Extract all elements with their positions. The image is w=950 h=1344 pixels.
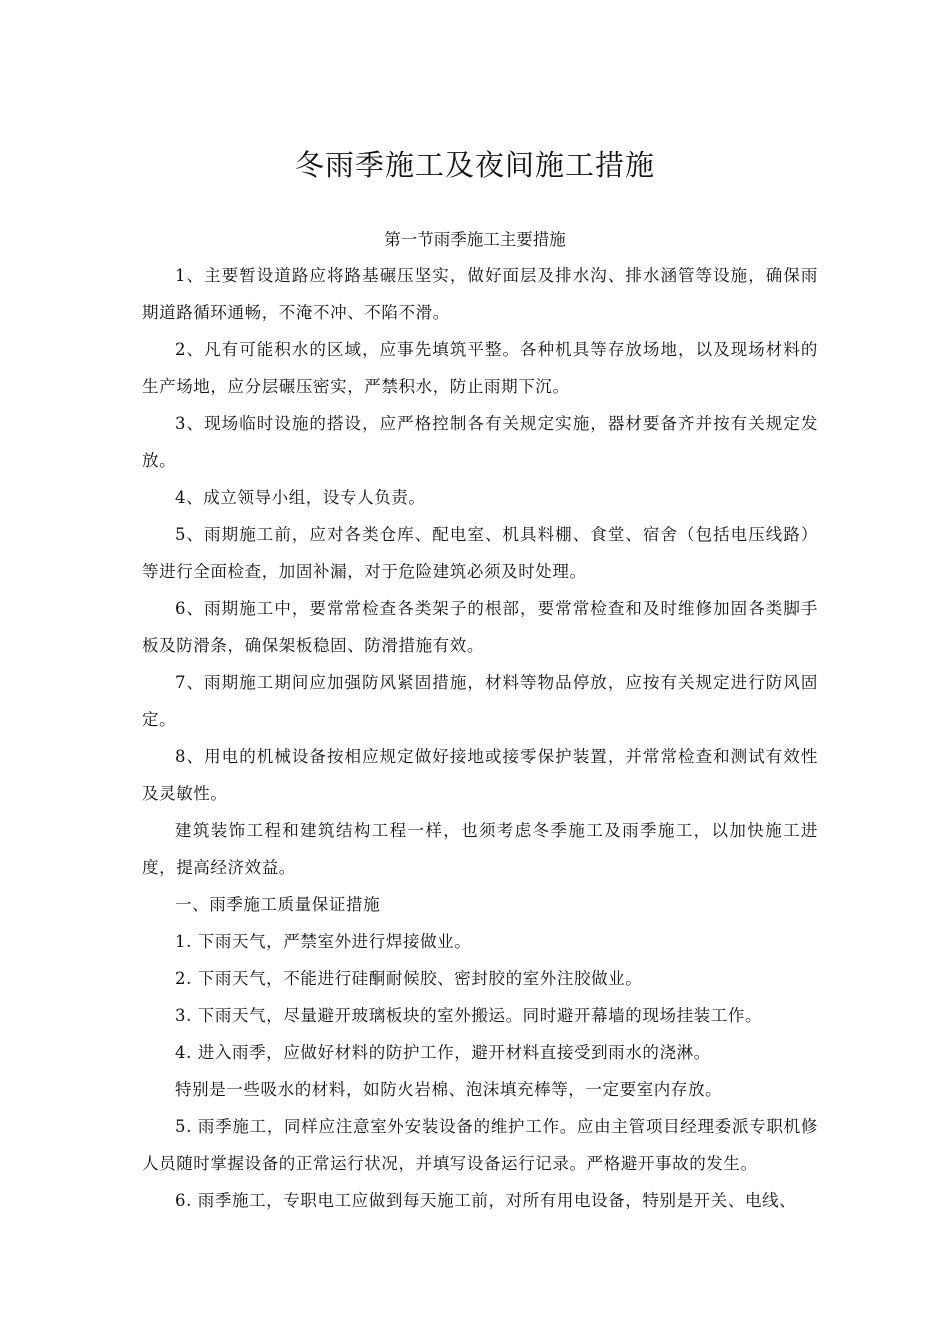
- paragraph: 5、雨期施工前，应对各类仓库、配电室、机具料棚、食堂、宿舍（包括电压线路）等进行全面检查，加固补漏，对于危险建筑必须及时处理。: [142, 525, 818, 581]
- subsection-heading: 一、雨季施工质量保证措施: [175, 895, 381, 914]
- paragraph: 1、主要暂设道路应将路基碾压坚实，做好面层及排水沟、排水涵管等设施，确保雨期道路循环通畅，不淹不冲、不陷不滑。: [142, 266, 818, 322]
- paragraph: 8、用电的机械设备按相应规定做好接地或接零保护装置，并常常检查和测试有效性及灵敏性。: [142, 747, 818, 803]
- paragraph: 建筑装饰工程和建筑结构工程一样，也须考虑冬季施工及雨季施工，以加快施工进度，提高经济效益。: [142, 821, 818, 877]
- paragraph: 7、雨期施工期间应加强防风紧固措施，材料等物品停放，应按有关规定进行防风固定。: [142, 673, 818, 729]
- paragraph: 6. 雨季施工，专职电工应做到每天施工前，对所有用电设备，特别是开关、电线、: [175, 1191, 797, 1210]
- section-title: 第一节雨季施工主要措施: [384, 230, 566, 249]
- paragraph: 1. 下雨天气，严禁室外进行焊接做业。: [175, 932, 472, 951]
- paragraph: 3、现场临时设施的搭设，应严格控制各有关规定实施，器材要备齐并按有关规定发放。: [142, 414, 818, 470]
- paragraph: 2、凡有可能积水的区域，应事先填筑平整。各种机具等存放场地，以及现场材料的生产场地，应分层碾压密实，严禁积水，防止雨期下沉。: [142, 340, 818, 396]
- paragraph: 6、雨期施工中，要常常检查各类架子的根部，要常常检查和及时维修加固各类脚手板及防滑条，确保架板稳固、防滑措施有效。: [142, 599, 818, 655]
- paragraph: 特别是一些吸水的材料，如防火岩棉、泡沫填充棒等，一定要室内存放。: [175, 1080, 723, 1099]
- paragraph: 4. 进入雨季，应做好材料的防护工作，避开材料直接受到雨水的浇淋。: [175, 1043, 711, 1062]
- paragraph: 5. 雨季施工，同样应注意室外安装设备的维护工作。应由主管项目经理委派专职机修人员随时掌握设备的正常运行状况，并填写设备运行记录。严格避开事故的发生。: [142, 1117, 818, 1173]
- document-body: [142, 257, 818, 1219]
- paragraph: 4、成立领导小组，设专人负责。: [175, 488, 426, 507]
- paragraph: 2. 下雨天气，不能进行硅酮耐候胶、密封胶的室外注胶做业。: [175, 969, 643, 988]
- document-title: 冬雨季施工及夜间施工措施: [294, 148, 655, 182]
- paragraph: 3. 下雨天气，尽量避开玻璃板块的室外搬运。同时避开幕墙的现场挂装工作。: [175, 1006, 763, 1025]
